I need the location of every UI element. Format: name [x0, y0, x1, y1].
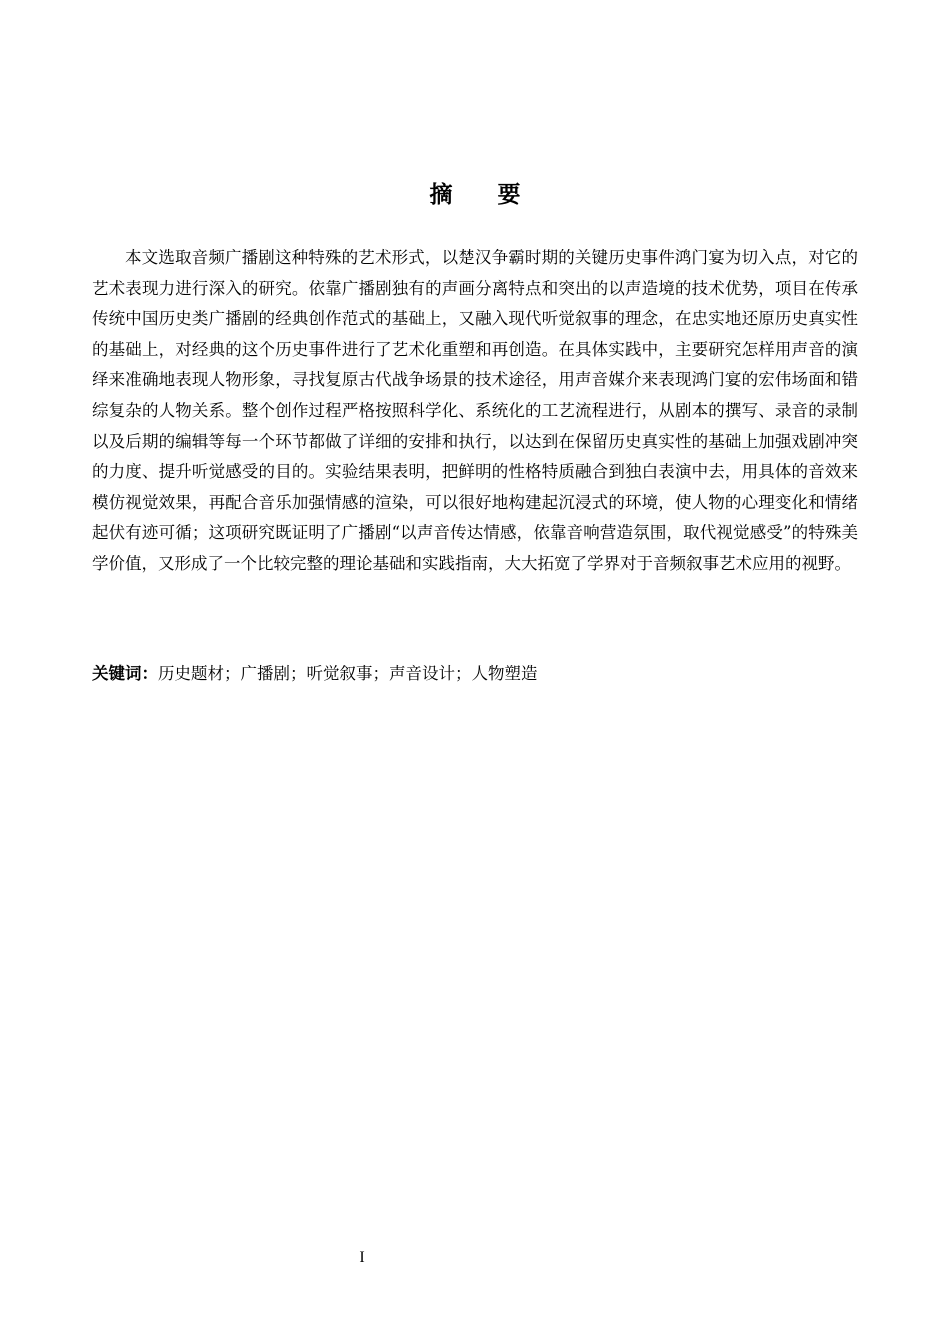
keywords-label: 关键词： [92, 664, 158, 683]
abstract-body: 本文选取音频广播剧这种特殊的艺术形式，以楚汉争霸时期的关键历史事件鸿门宴为切入点，对它的艺术表现力进行深入的研究。依靠广播剧独有的声画分离特点和突出的以声造境的技术优势，项目在传承传统中国历史类广播剧的经典创作范式的基础上，又融入现代听觉叙事的理念，在忠实地还原历史真实性的基础上，对经典的这个历史事件进行了艺术化重塑和再创造。在具体实践中，主要研究怎样用声音的演绎来准确地表现人物形象，寻找复原古代战争场景的技术途径，用声音媒介来表现鸿门宴的宏伟场面和错综复杂的人物关系。整个创作过程严格按照科学化、系统化的工艺流程进行，从剧本的撰写、录音的录制以及后期的编辑等每一个环节都做了详细的安排和执行，以达到在保留历史真实性的基础上加强戏剧冲突的力度、提升听觉感受的目的。实验结果表明，把鲜明的性格特质融合到独白表演中去，用具体的音效来模仿视觉效果，再配合音乐加强情感的渲染，可以很好地构建起沉浸式的环境，使人物的心理变化和情绪起伏有迹可循；这项研究既证明了广播剧“以声音传达情感，依靠音响营造氛围，取代视觉感受”的特殊美学价值，又形成了一个比较完整的理论基础和实践指南，大大拓宽了学界对于音频叙事艺术应用的视野。 [92, 248, 858, 573]
keywords-line [92, 659, 858, 689]
page-number: I [359, 1249, 365, 1266]
keywords-list: 历史题材；广播剧；听觉叙事；声音设计；人物塑造 [158, 664, 538, 683]
abstract-title: 摘要 [429, 181, 566, 208]
